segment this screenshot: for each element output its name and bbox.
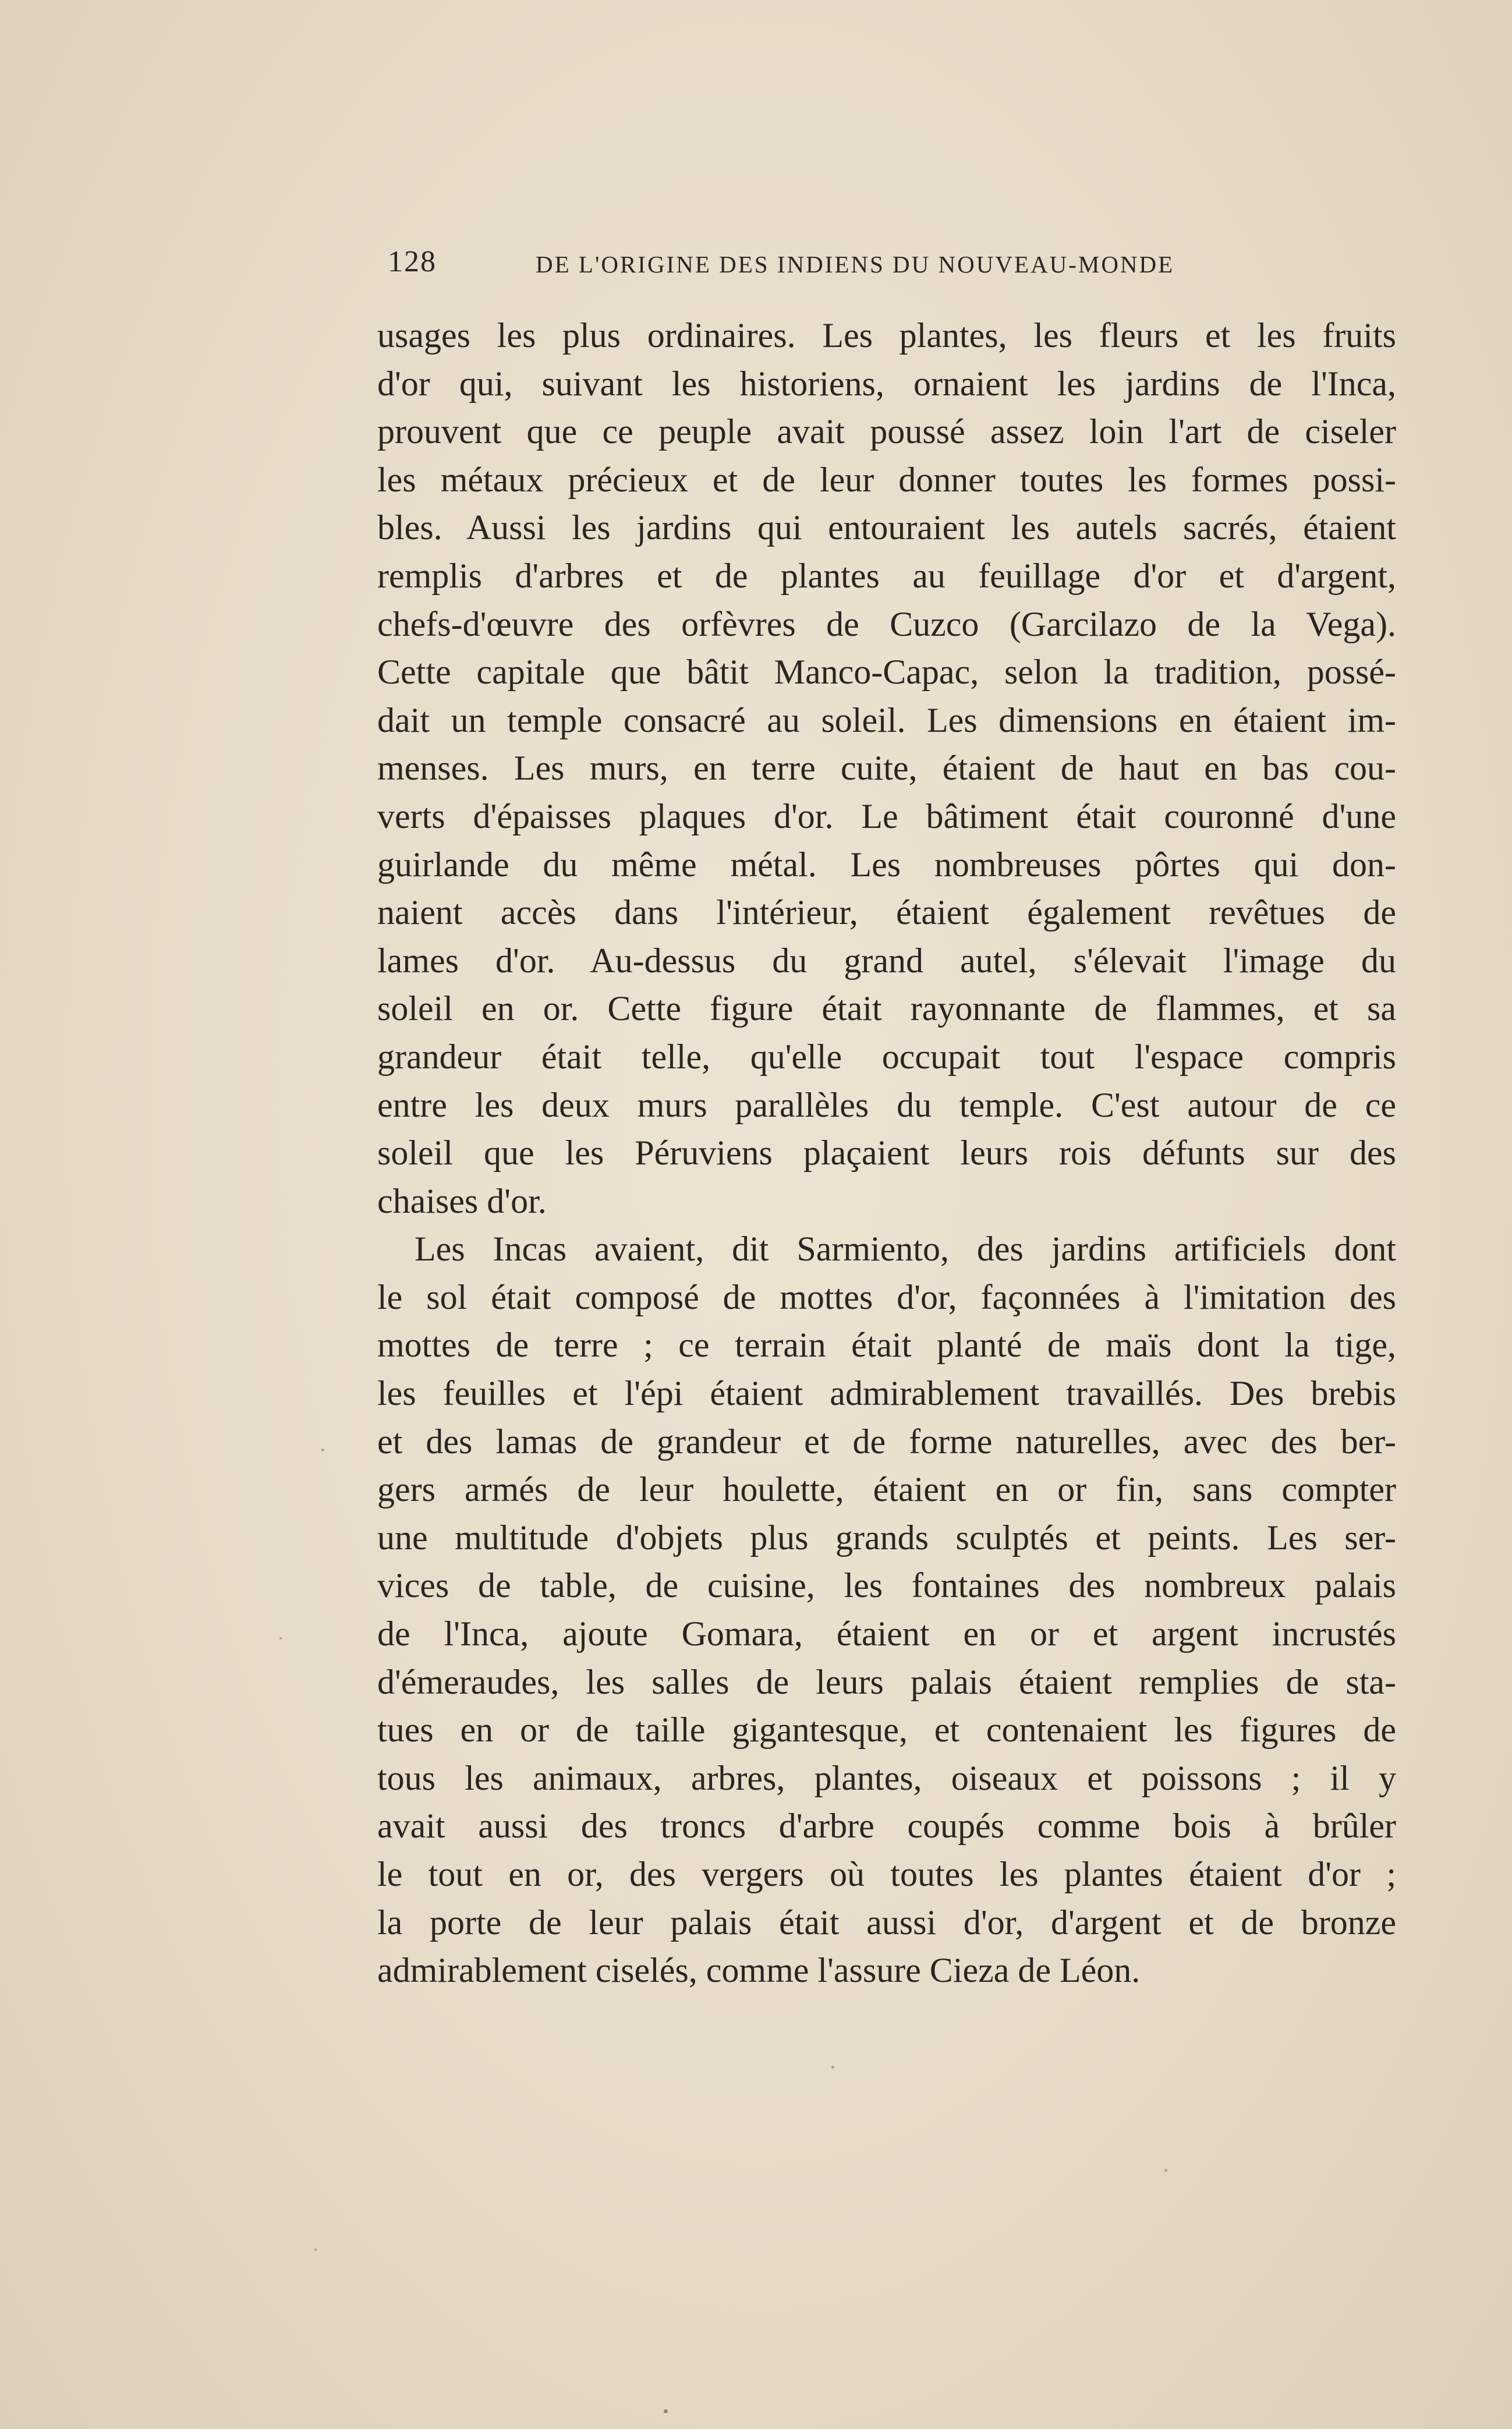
text-line: et des lamas de grandeur et de forme naturelles, avec des ber- [377,1422,1396,1461]
text-line: Cette capitale que bâtit Manco-Capac, selon la tradition, possé- [377,653,1396,692]
text-line: une multitude d'objets plus grands sculptés et peints. Les ser- [377,1518,1396,1557]
text-line: menses. Les murs, en terre cuite, étaient de haut en bas cou- [377,749,1396,788]
text-line: d'émeraudes, les salles de leurs palais étaient remplies de sta- [377,1662,1396,1701]
text-line: Les Incas avaient, dit Sarmiento, des jardins artificiels dont [415,1230,1396,1269]
text-line: le sol était composé de mottes d'or, façonnées à l'imitation des [377,1277,1396,1316]
text-line: verts d'épaisses plaques d'or. Le bâtiment était couronné d'une [377,796,1396,835]
text-line: d'or qui, suivant les historiens, ornaient les jardins de l'Inca, [377,364,1396,403]
text-line: de l'Inca, ajoute Gomara, étaient en or et argent incrustés [377,1614,1396,1653]
text-line: vices de table, de cuisine, les fontaines des nombreux palais [377,1566,1396,1605]
paper-speck [664,2409,668,2413]
text-line: le tout en or, des vergers où toutes les plantes étaient d'or ; [377,1855,1396,1893]
text-line: avait aussi des troncs d'arbre coupés comme bois à brûler [377,1807,1396,1846]
text-line: dait un temple consacré au soleil. Les dimensions en étaient im- [377,700,1396,739]
text-line: mottes de terre ; ce terrain était planté de maïs dont la tige, [377,1326,1396,1365]
text-line: la porte de leur palais était aussi d'or, d'argent et de bronze [377,1903,1396,1942]
body-text [377,311,1396,1995]
text-line: naient accès dans l'intérieur, étaient également revêtues de [377,893,1396,932]
text-line: tous les animaux, arbres, plantes, oiseaux et poissons ; il y [377,1758,1396,1797]
text-line: usages les plus ordinaires. Les plantes, les fleurs et les fruits [377,316,1396,355]
running-title: DE L'ORIGINE DES INDIENS DU NOUVEAU-MONDE [536,251,1175,278]
text-line: guirlande du même métal. Les nombreuses pôrtes qui don- [377,845,1396,884]
text-line: prouvent que ce peuple avait poussé assez loin l'art de ciseler [377,412,1396,451]
text-line: soleil que les Péruviens plaçaient leurs rois défunts sur des [377,1134,1396,1173]
text-line: grandeur était telle, qu'elle occupait tout l'espace compris [377,1037,1396,1076]
paragraph-1 [377,311,1396,1225]
text-line: les métaux précieux et de leur donner toutes les formes possi- [377,460,1396,499]
text-line: remplis d'arbres et de plantes au feuillage d'or et d'argent, [377,556,1396,595]
paper-speck [831,2066,834,2069]
text-line: lames d'or. Au-dessus du grand autel, s'élevait l'image du [377,941,1396,980]
text-line: chaises d'or. [377,1181,547,1220]
text-line: admirablement ciselés, comme l'assure Cieza de Léon. [377,1951,1141,1990]
paper-speck [314,2249,317,2251]
text-line: tues en or de taille gigantesque, et contenaient les figures de [377,1711,1396,1750]
text-line: soleil en or. Cette figure était rayonnante de flammes, et sa [377,989,1396,1028]
paragraph-2 [377,1225,1396,1995]
text-line: les feuilles et l'épi étaient admirablement travaillés. Des brebis [377,1374,1396,1413]
text-line: chefs-d'œuvre des orfèvres de Cuzco (Garcilazo de la Vega). [377,604,1396,643]
text-line: bles. Aussi les jardins qui entouraient les autels sacrés, étaient [377,508,1396,547]
paper-speck [1164,2169,1167,2172]
paper-speck [321,1449,324,1451]
page-header [388,245,1255,291]
page-number: 128 [388,245,437,278]
text-line: entre les deux murs parallèles du temple. C'est autour de ce [377,1085,1396,1124]
text-line: gers armés de leur houlette, étaient en or fin, sans compter [377,1470,1396,1509]
paper-speck [279,1637,282,1640]
